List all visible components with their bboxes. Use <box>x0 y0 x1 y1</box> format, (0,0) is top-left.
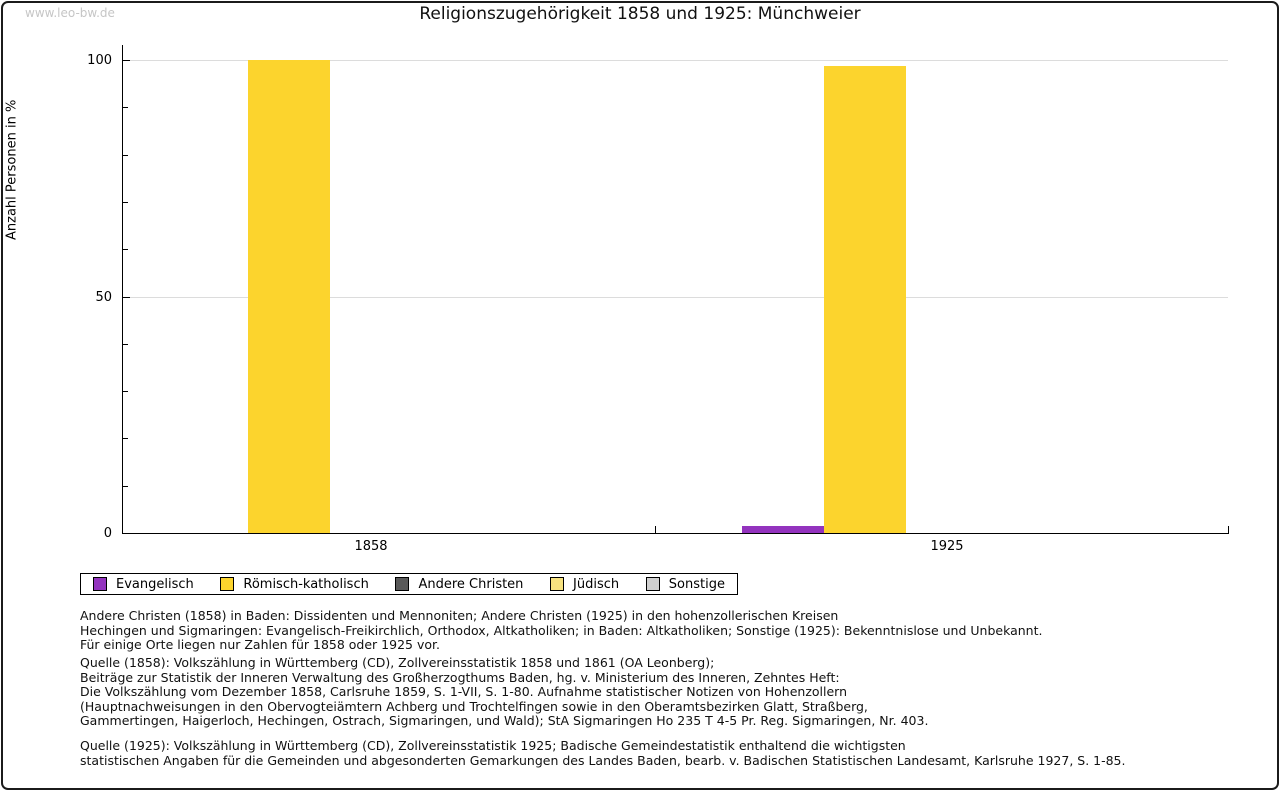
y-tick-label-0: 0 <box>103 526 112 541</box>
y-axis-label: Anzahl Personen in % <box>4 99 20 241</box>
y-tick-50 <box>123 297 130 298</box>
bar-1858-Römisch-katholisch <box>248 60 330 533</box>
footnote-line-1-2: Hechingen und Sigmaringen: Evangelisch-Freikirchlich, Orthodox, Altkatholiken; in Baden: Altkatholiken; Sonstige (1925): Bekenntnislose und Unbekannt. <box>80 622 1043 638</box>
legend-label: Römisch-katholisch <box>243 576 369 592</box>
y-axis-line <box>122 45 123 533</box>
legend-item-Sonstige <box>646 577 725 592</box>
x-axis-line <box>122 533 1229 534</box>
y-tick-10 <box>123 486 128 487</box>
bar-1925-Evangelisch <box>742 526 824 533</box>
legend <box>80 573 738 595</box>
footnote-line-3-1: Quelle (1925): Volkszählung in Württemberg (CD), Zollvereinsstatistik 1925; Badische Gemeindestatistik enthaltend die wichtigsten <box>80 738 906 753</box>
x-category-label-1925: 1925 <box>930 539 964 554</box>
legend-swatch-Andere Christen <box>395 577 409 591</box>
footnote-line-2-4: (Hauptnachweisungen in den Obervogteiämtern Achberg und Trochtelfingen sowie in den Oberamtsbezirken Glatt, Straßberg, <box>80 698 868 714</box>
y-tick-70 <box>123 202 128 203</box>
footnote-line-2-1: Quelle (1858): Volkszählung in Württemberg (CD), Zollvereinsstatistik 1858 und 1861 (OA Leonberg); <box>80 655 715 670</box>
footnote-block-3 <box>80 739 1125 768</box>
legend-item-Römisch-katholisch <box>220 577 368 592</box>
x-tick-0 <box>655 526 656 533</box>
x-category-label-1858: 1858 <box>354 539 388 554</box>
footnote-line-3-2: statistischen Angaben für die Gemeinden und abgesonderten Gemarkungen des Landes Baden, bearb. v. Badischen Statistischen Landesamt, Karlsruhe 1927, S. 1-85. <box>80 752 1126 768</box>
legend-label: Sonstige <box>668 576 725 592</box>
y-tick-40 <box>123 344 128 345</box>
y-tick-60 <box>123 249 128 250</box>
y-tick-label-100: 100 <box>87 53 112 68</box>
legend-label: Evangelisch <box>116 576 194 592</box>
y-tick-80 <box>123 155 128 156</box>
legend-label: Andere Christen <box>418 576 524 592</box>
legend-label: Jüdisch <box>573 576 620 592</box>
legend-swatch-Sonstige <box>646 577 660 591</box>
footnote-block-2 <box>80 656 928 729</box>
footnote-line-2-2: Beiträge zur Statistik der Inneren Verwaltung des Großherzogthums Baden, hg. v. Ministerium des Inneren, Zehntes Heft: <box>80 669 840 685</box>
chart-title: Religionszugehörigkeit 1858 und 1925: Münchweier <box>419 4 861 24</box>
y-tick-100 <box>123 60 130 61</box>
footnote-line-2-5: Gammertingen, Haigerloch, Hechingen, Ostrach, Sigmaringen, und Wald); StA Sigmaringen Ho 235 T 4-5 Pr. Reg. Sigmaringen, Nr. 403. <box>80 713 929 728</box>
y-tick-90 <box>123 107 128 108</box>
legend-item-Andere Christen <box>395 577 523 592</box>
legend-swatch-Evangelisch <box>93 577 107 591</box>
x-tick-1 <box>1228 526 1229 533</box>
y-tick-30 <box>123 391 128 392</box>
footnote-line-1-3: Für einige Orte liegen nur Zahlen für 1858 oder 1925 vor. <box>80 637 440 652</box>
watermark-text: www.leo-bw.de <box>25 6 115 20</box>
footnote-line-1-1: Andere Christen (1858) in Baden: Dissidenten und Mennoniten; Andere Christen (1925) in den hohenzollerischen Kreisen <box>80 608 839 623</box>
footnote-block-1 <box>80 609 1042 653</box>
y-tick-label-50: 50 <box>95 289 112 305</box>
bar-1925-Römisch-katholisch <box>824 66 906 533</box>
legend-swatch-Römisch-katholisch <box>220 577 234 591</box>
y-tick-20 <box>123 438 128 439</box>
footnote-line-2-3: Die Volkszählung vom Dezember 1858, Carlsruhe 1859, S. 1-VII, S. 1-80. Aufnahme statistischer Notizen von Hohenzollern <box>80 684 848 699</box>
legend-item-Jüdisch <box>550 577 619 592</box>
legend-swatch-Jüdisch <box>550 577 564 591</box>
legend-item-Evangelisch <box>93 577 194 592</box>
